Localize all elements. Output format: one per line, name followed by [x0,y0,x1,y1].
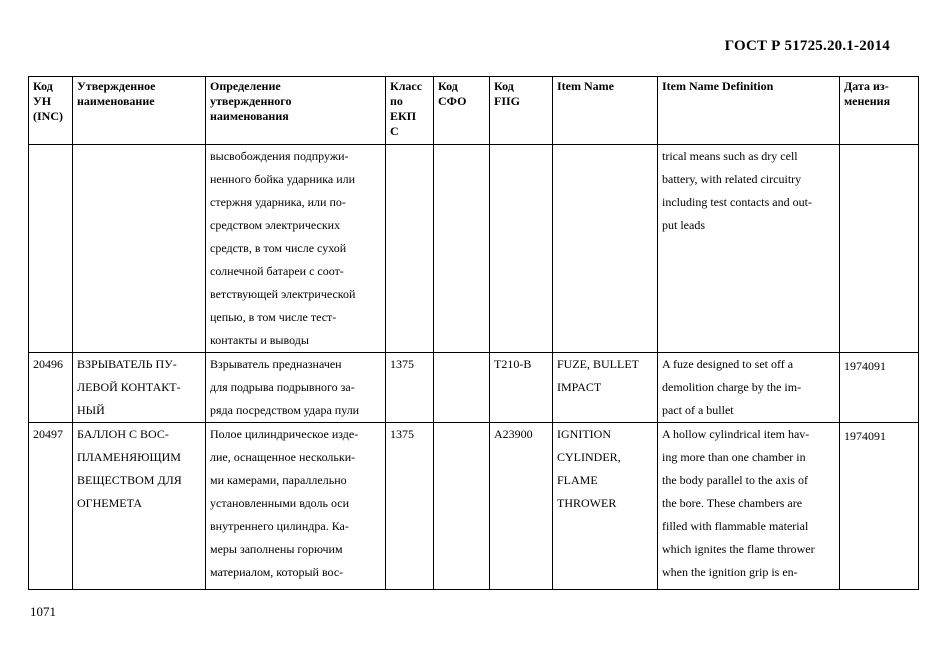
table-row [29,423,919,590]
cell-name [73,145,206,353]
table-row-continuation [29,145,919,353]
header-inc-code: Код УН (INC) [29,77,73,145]
cell-code: 20496 [29,353,73,423]
cell-item-definition: A hollow cylindrical item hav- ing more than one chamber in the body parallel to the axis of the bore. These chambers are filled with flammable material which ignites the flame thrower when the ignition grip is en- [658,423,840,590]
cell-name: ВЗРЫВАТЕЛЬ ПУ- ЛЕВОЙ КОНТАКТ- НЫЙ [73,353,206,423]
header-fiig-code: Код FIIG [490,77,553,145]
header-ekps-class: Класс по ЕКП С [386,77,434,145]
cell-item-definition: A fuze designed to set off a demolition charge by the im- pact of a bullet [658,353,840,423]
cell-item-name [553,145,658,353]
header-sfo-code: Код СФО [434,77,490,145]
header-approved-name: Утвержденное наименование [73,77,206,145]
cell-sfo [434,145,490,353]
header-approved-name-definition: Определение утвержденного наименования [206,77,386,145]
table-header-row [29,77,919,145]
cell-code: 20497 [29,423,73,590]
classification-table [28,76,919,590]
cell-item-definition: trical means such as dry cell battery, with related circuitry including test contacts and out- put leads [658,145,840,353]
cell-code [29,145,73,353]
cell-item-name: FUZE, BULLET IMPACT [553,353,658,423]
cell-definition: высвобождения подпружи- ненного бойка ударника или стержня ударника, или по- средством электрических средств, в том числе сухой солнечной батареи с соот- ветствующей электрической цепью, в том числе тест- контакты и выводы [206,145,386,353]
cell-definition: Взрыватель предназначен для подрыва подрывного за- ряда посредством удара пули [206,353,386,423]
cell-class: 1375 [386,353,434,423]
cell-date [840,145,919,353]
table-row [29,353,919,423]
header-change-date: Дата из- менения [840,77,919,145]
cell-date: 1974091 [840,423,919,590]
cell-class: 1375 [386,423,434,590]
cell-fiig: T210-B [490,353,553,423]
cell-name: БАЛЛОН С ВОС- ПЛАМЕНЯЮЩИМ ВЕЩЕСТВОМ ДЛЯ ОГНЕМЕТА [73,423,206,590]
cell-definition: Полое цилиндрическое изде- лие, оснащенное нескольки- ми камерами, параллельно установленными вдоль оси внутреннего цилиндра. Ка- меры заполнены горючим материалом, который вос- [206,423,386,590]
header-item-name: Item Name [553,77,658,145]
header-item-name-definition: Item Name Definition [658,77,840,145]
cell-fiig [490,145,553,353]
cell-sfo [434,423,490,590]
cell-item-name: IGNITION CYLINDER, FLAME THROWER [553,423,658,590]
cell-date: 1974091 [840,353,919,423]
cell-fiig: A23900 [490,423,553,590]
cell-class [386,145,434,353]
page-number: 1071 [30,604,56,619]
document-standard-header: ГОСТ Р 51725.20.1-2014 [724,38,890,54]
cell-sfo [434,353,490,423]
